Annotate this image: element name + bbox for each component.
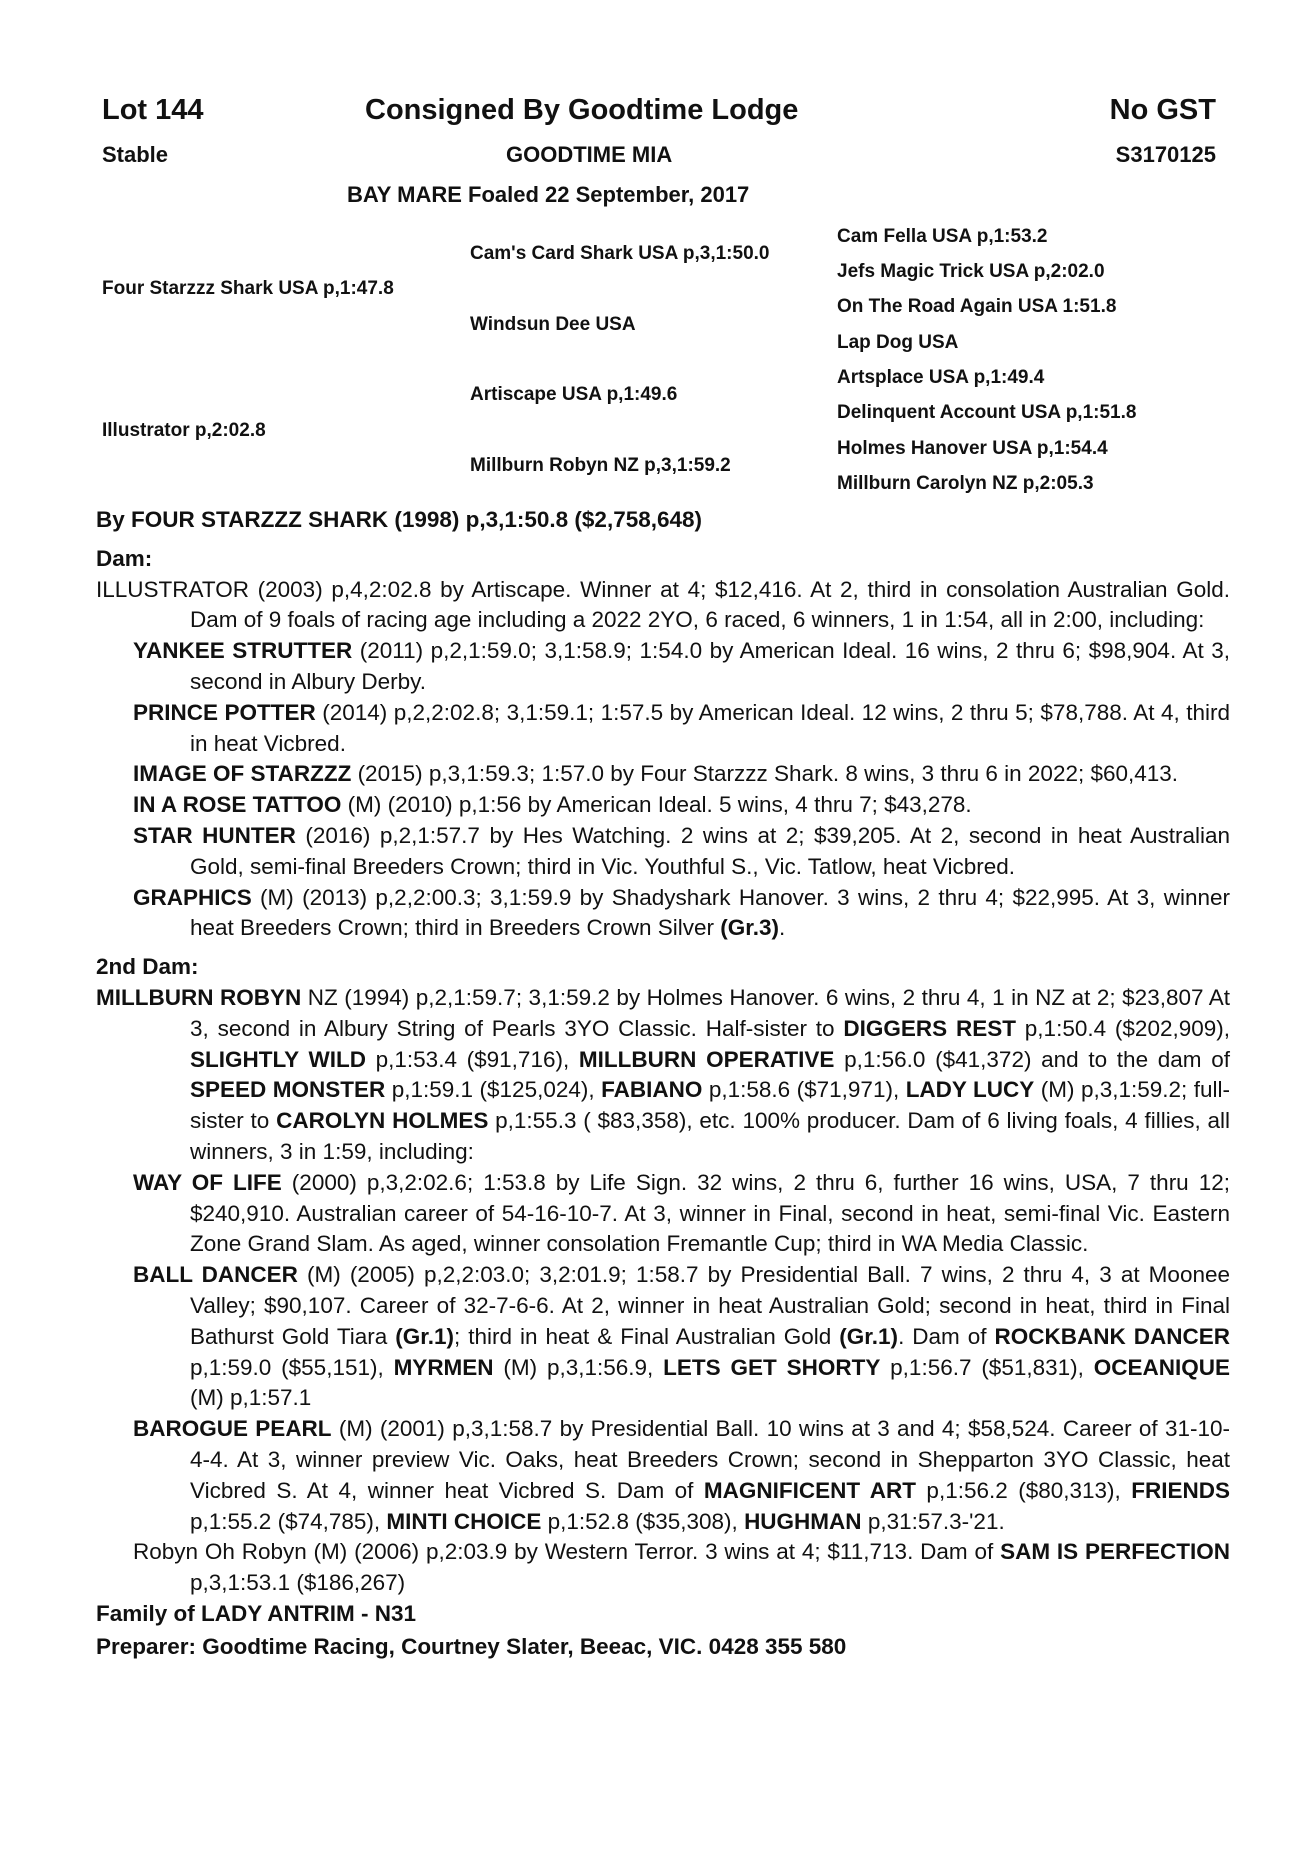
bold-run: CAROLYN HOLMES xyxy=(276,1108,489,1134)
bold-run: BAROGUE PEARL xyxy=(133,1416,332,1442)
bold-run: (Gr.1) xyxy=(839,1323,899,1349)
pedigree-dam-sire: Artiscape USA p,1:49.6 xyxy=(470,384,678,405)
progeny-entry xyxy=(96,1260,1230,1414)
text-run: (2015) p,3,1:59.3; 1:57.0 by Four Starzzz Shark. 8 wins, 3 thru 6 in 2022; $60,413. xyxy=(351,761,1179,787)
consignor: Consigned By Goodtime Lodge xyxy=(365,94,799,126)
dam-entry xyxy=(96,575,1230,637)
progeny-entry xyxy=(96,821,1230,883)
progeny-entry xyxy=(96,1168,1230,1260)
bold-run: FABIANO xyxy=(601,1077,703,1103)
pedigree-dam-dam: Millburn Robyn NZ p,3,1:59.2 xyxy=(470,455,731,476)
pedigree-gen3-8: Millburn Carolyn NZ p,2:05.3 xyxy=(837,473,1094,494)
bold-run: MILLBURN ROBYN xyxy=(96,984,302,1010)
progeny-entry xyxy=(96,759,1230,790)
text-run: p,1:56.0 ($41,372) and to the dam of xyxy=(834,1046,1230,1072)
bold-run: MINTI CHOICE xyxy=(386,1508,542,1534)
pedigree-gen3-1: Cam Fella USA p,1:53.2 xyxy=(837,226,1048,247)
text-run: . xyxy=(779,915,786,941)
text-run: (2014) p,2,2:02.8; 3,1:59.1; 1:57.5 by American Ideal. 12 wins, 2 thru 5; $78,788. At 4, third in heat Vicbred. xyxy=(190,699,1230,756)
family-line: Family of LADY ANTRIM - N31 xyxy=(96,1600,417,1626)
text-run: p,1:50.4 ($202,909), xyxy=(1015,1015,1231,1041)
text-run: p,1:52.8 ($35,308), xyxy=(541,1508,745,1534)
pedigree-gen3-5: Artsplace USA p,1:49.4 xyxy=(837,367,1045,388)
text-run: ; third in heat & Final Australian Gold xyxy=(454,1323,840,1349)
pedigree-gen3-3: On The Road Again USA 1:51.8 xyxy=(837,296,1117,317)
text-run: Robyn Oh Robyn (M) (2006) p,2:03.9 by Western Terror. 3 wins at 4; $11,713. Dam of xyxy=(133,1539,1001,1565)
text-run: . Dam of xyxy=(898,1323,995,1349)
progeny-entry xyxy=(96,790,1230,821)
bold-run: GRAPHICS xyxy=(133,884,252,910)
text-run: p,1:59.0 ($55,151), xyxy=(190,1354,394,1380)
horse-description: BAY MARE Foaled 22 September, 2017 xyxy=(347,182,750,207)
pedigree-sire-sire: Cam's Card Shark USA p,3,1:50.0 xyxy=(470,243,770,264)
sire-line: By FOUR STARZZZ SHARK (1998) p,3,1:50.8 ($2,758,648) xyxy=(96,507,703,532)
pedigree-sire: Four Starzzz Shark USA p,1:47.8 xyxy=(102,278,394,299)
bold-run: (Gr.1) xyxy=(395,1323,455,1349)
pedigree-sire-dam: Windsun Dee USA xyxy=(470,314,636,335)
text-run: p,1:53.4 ($91,716), xyxy=(365,1046,579,1072)
progeny-entry xyxy=(96,636,1230,698)
text-run: (M) (2013) p,2,2:00.3; 3,1:59.9 by Shadyshark Hanover. 3 wins, 2 thru 4; $22,995. At 3, winner heat Breeders Crown; third in Breeders Crown Silver xyxy=(190,884,1230,941)
text-run: p,1:56.7 ($51,831), xyxy=(880,1354,1094,1380)
bold-run: (Gr.3) xyxy=(720,915,780,941)
bold-run: LETS GET SHORTY xyxy=(663,1354,881,1380)
location: Stable xyxy=(102,142,169,167)
text-run: (M) p,1:57.1 xyxy=(190,1385,312,1411)
progeny-entry xyxy=(96,883,1230,945)
bold-run: MYRMEN xyxy=(393,1354,494,1380)
text-run: p,1:58.6 ($71,971), xyxy=(702,1077,906,1103)
horse-name: GOODTIME MIA xyxy=(506,142,673,167)
bold-run: STAR HUNTER xyxy=(133,822,296,848)
text-run: p,3,1:53.1 ($186,267) xyxy=(190,1570,406,1596)
pedigree-gen3-4: Lap Dog USA xyxy=(837,332,959,353)
bold-run: LADY LUCY xyxy=(905,1077,1035,1103)
bold-run: SAM IS PERFECTION xyxy=(1000,1539,1230,1565)
progeny-entry xyxy=(96,698,1230,760)
text-run: (2000) p,3,2:02.6; 1:53.8 by Life Sign. 32 wins, 2 thru 6, further 16 wins, USA, 7 thru 12; $240,910. Australian career of 54-16-10-7. At 3, winner in Final, second in heat, semi-final Vic. Eastern Zone Grand Slam. As aged, winner consolation Fremantle Cup; third in WA Media Classic. xyxy=(190,1169,1230,1257)
progeny-entry xyxy=(96,1414,1230,1537)
bold-run: MAGNIFICENT ART xyxy=(703,1477,916,1503)
pedigree-gen3-2: Jefs Magic Trick USA p,2:02.0 xyxy=(837,261,1105,282)
horse-id: S3170125 xyxy=(1115,142,1216,167)
pedigree-sections xyxy=(96,544,1230,1599)
catalogue-body xyxy=(96,505,1230,1662)
bold-run: YANKEE STRUTTER xyxy=(133,638,353,664)
section-heading: Dam: xyxy=(96,545,153,571)
bold-run: HUGHMAN xyxy=(744,1508,862,1534)
text-run: (2016) p,2,1:57.7 by Hes Watching. 2 wins at 2; $39,205. At 2, second in heat Australian Gold, semi-final Breeders Crown; third in Vic. Youthful S., Vic. Tatlow, heat Vicbred. xyxy=(190,822,1230,879)
bold-run: MILLBURN OPERATIVE xyxy=(578,1046,835,1072)
text-run: p,1:56.2 ($80,313), xyxy=(915,1477,1132,1503)
text-run: (M) (2010) p,1:56 by American Ideal. 5 wins, 4 thru 7; $43,278. xyxy=(341,792,972,818)
bold-run: SPEED MONSTER xyxy=(190,1077,386,1103)
pedigree-dam: Illustrator p,2:02.8 xyxy=(102,420,266,441)
dam-entry xyxy=(96,983,1230,1168)
section-heading: 2nd Dam: xyxy=(96,954,199,980)
lot-number: Lot 144 xyxy=(102,94,204,126)
bold-run: DIGGERS REST xyxy=(843,1015,1016,1041)
pedigree-gen3-6: Delinquent Account USA p,1:51.8 xyxy=(837,402,1137,423)
text-run: (2011) p,2,1:59.0; 3,1:58.9; 1:54.0 by American Ideal. 16 wins, 2 thru 6; $98,904. At 3, second in Albury Derby. xyxy=(190,638,1231,694)
text-run: ILLUSTRATOR (2003) p,4,2:02.8 by Artiscape. Winner at 4; $12,416. At 2, third in consolation Australian Gold. Dam of 9 foals of racing age including a 2022 2YO, 6 raced, 6 winners, 1 in 1:54, all in 2:00, including: xyxy=(96,576,1230,633)
bold-run: ROCKBANK DANCER xyxy=(994,1323,1230,1349)
bold-run: BALL DANCER xyxy=(133,1262,298,1288)
pedigree-gen3-7: Holmes Hanover USA p,1:54.4 xyxy=(837,438,1108,459)
gst-status: No GST xyxy=(1109,94,1216,126)
text-run: (M) p,3,1:56.9, xyxy=(493,1354,664,1380)
text-run: (M) (2001) p,3,1:58.7 by Presidential Ball. 10 wins at 3 and 4; $58,524. Career of 31-10-4-4. At 3, winner preview Vic. Oaks, heat Breeders Crown; second in Shepparton 3YO Classic, heat Vicbred S. At 4, winner heat Vicbred S. Dam of xyxy=(190,1416,1230,1503)
bold-run: PRINCE POTTER xyxy=(133,699,316,725)
bold-run: OCEANIQUE xyxy=(1093,1354,1230,1380)
progeny-entry xyxy=(96,1537,1230,1599)
text-run: (M) p,3,1:59.2; full-sister to xyxy=(190,1077,1231,1134)
preparer-line: Preparer: Goodtime Racing, Courtney Slater, Beeac, VIC. 0428 355 580 xyxy=(96,1633,847,1659)
bold-run: IN A ROSE TATTOO xyxy=(133,792,342,818)
text-run: (M) (2005) p,2,2:03.0; 3,2:01.9; 1:58.7 by Presidential Ball. 7 wins, 2 thru 4, 3 at Moonee Valley; $90,107. Career of 32-7-6-6. At 2, winner in heat Australian Gold; second in heat, third in Final Bathurst Gold Tiara xyxy=(190,1262,1230,1349)
bold-run: FRIENDS xyxy=(1131,1477,1230,1503)
bold-run: SLIGHTLY WILD xyxy=(190,1046,366,1072)
bold-run: WAY OF LIFE xyxy=(133,1169,282,1195)
text-run: NZ (1994) p,2,1:59.7; 3,1:59.2 by Holmes Hanover. 6 wins, 2 thru 4, 1 in NZ at 2; $23,807 At 3, second in Albury String of Pearls 3YO Classic. Half-sister to xyxy=(190,984,1231,1041)
text-run: p,1:55.3 ( $83,358), etc. 100% producer. Dam of 6 living foals, 4 fillies, all winners, 3 in 1:59, including: xyxy=(190,1108,1231,1164)
text-run: p,31:57.3-'21. xyxy=(861,1508,1005,1534)
text-run: p,1:55.2 ($74,785), xyxy=(190,1508,387,1534)
text-run: p,1:59.1 ($125,024), xyxy=(385,1077,602,1103)
bold-run: IMAGE OF STARZZZ xyxy=(133,761,352,787)
